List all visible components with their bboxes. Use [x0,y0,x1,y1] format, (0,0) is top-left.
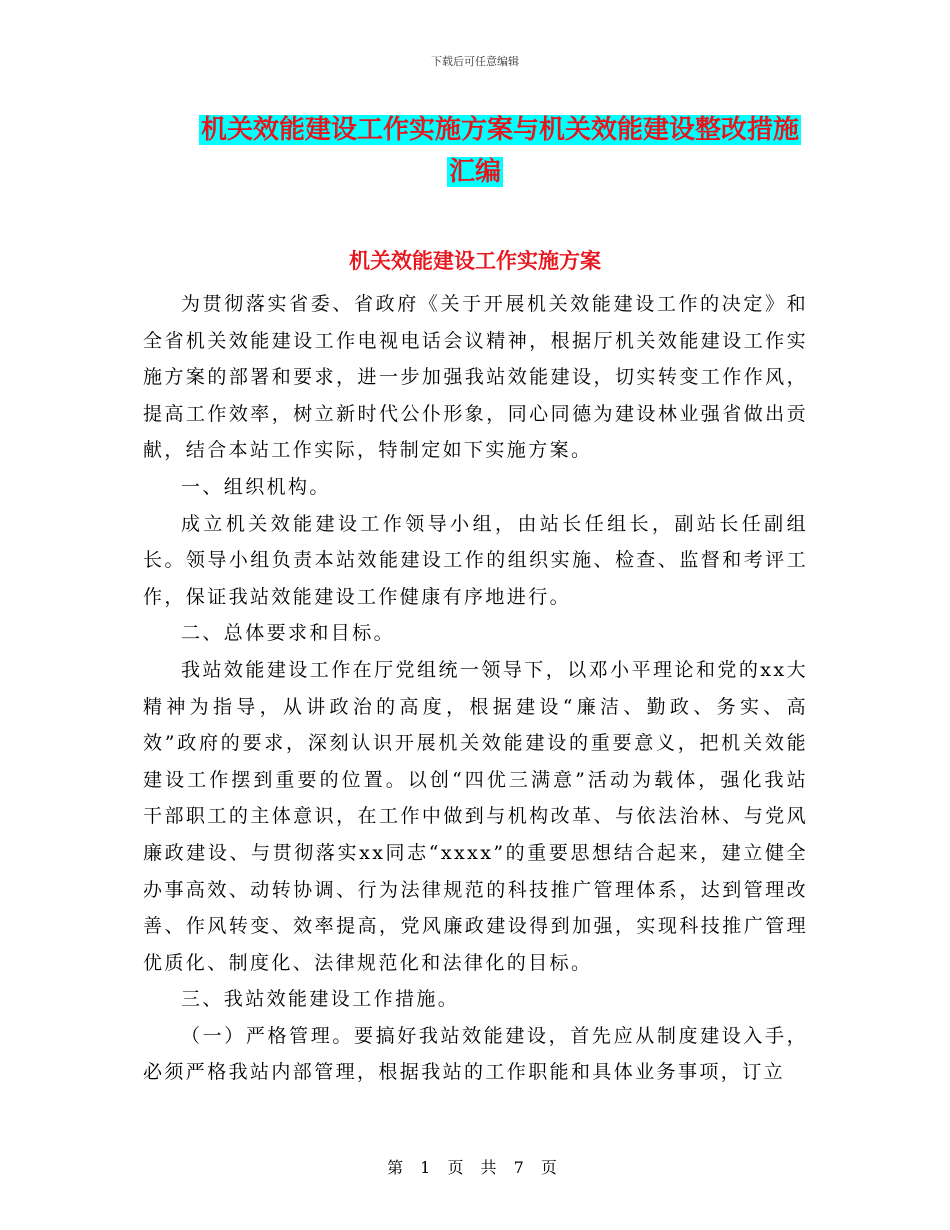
paragraph: 成立机关效能建设工作领导小组，由站长任组长，副站长任副组长。领导小组负责本站效能建设工作的组织实施、检查、监督和考评工作，保证我站效能建设工作健康有序地进行。 [143,512,808,608]
document-title-text-1: 机关效能建设工作实施方案与机关效能建设整改措施 [200,115,799,145]
paragraph: 二、总体要求和目标。 [181,622,396,645]
document-title-line-2 [0,150,950,194]
document-body [143,286,808,1091]
paragraph: （一）严格管理。要搞好我站效能建设，首先应从制度建设入手，必须严格我站内部管理，根据我站的工作职能和具体业务事项，订立 [143,1024,808,1084]
paragraph: 一、组织机构。 [181,475,331,498]
document-title-line-1 [0,108,950,152]
paragraph: 我站效能建设工作在厅党组统一领导下，以邓小平理论和党的xx大精神为指导，从讲政治的高度，根据建设“廉洁、勤政、务实、高效”政府的要求，深刻认识开展机关效能建设的重要意义，把机关效能建设工作摆到重要的位置。以创“四优三满意”活动为载体，强化我站干部职工的主体意识，在工作中做到与机构改革、与依法治林、与党风廉政建设、与贯彻落实xx同志“xxxx”的重要思想结合起来，建立健全办事高效、动转协调、行为法律规范的科技推广管理体系，达到管理改善、作风转变、效率提高，党风廉政建设得到加强，实现科技推广管理优质化、制度化、法律规范化和法律化的目标。 [143,658,808,974]
page-footer: 第 1 页 共 7 页 [387,1158,563,1177]
paragraph: 三、我站效能建设工作措施。 [181,988,460,1011]
paragraph: 为贯彻落实省委、省政府《关于开展机关效能建设工作的决定》和全省机关效能建设工作电视电话会议精神，根据厅机关效能建设工作实施方案的部署和要求，进一步加强我站效能建设，切实转变工作作风，提高工作效率，树立新时代公仆形象，同心同德为建设林业强省做出贡献，结合本站工作实际，特制定如下实施方案。 [143,293,808,462]
section-title: 机关效能建设工作实施方案 [349,249,601,273]
document-title-text-2: 汇编 [448,157,501,187]
header-note: 下载后可任意编辑 [431,55,519,68]
